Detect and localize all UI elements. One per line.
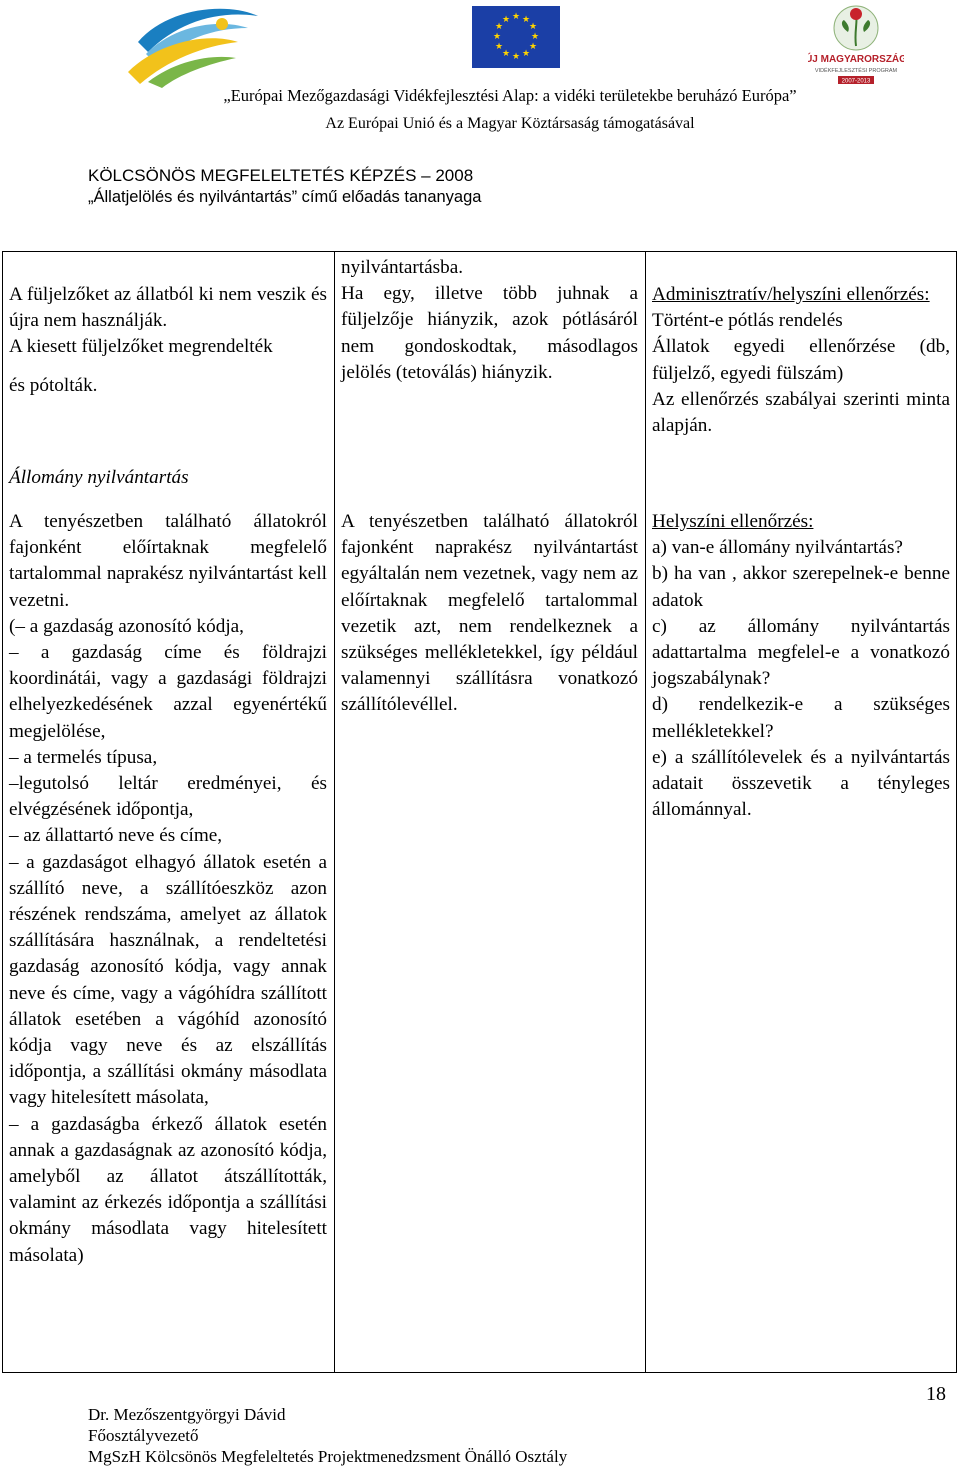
check-heading: Helyszíni ellenőrzés: <box>652 511 814 532</box>
check-item: Az ellenőrzés szabályai szerinti minta alapján. <box>652 388 950 437</box>
header-program-line: „Európai Mezőgazdasági Vidékfejlesztési Alap: a vidéki területekbe beruházó Európa” <box>223 86 797 105</box>
svg-text:★: ★ <box>528 22 538 32</box>
svg-text:★: ★ <box>521 15 531 25</box>
row1-requirement-cell <box>9 282 327 491</box>
check-item: b) ha van , akkor szerepelnek-e benne adatok <box>652 563 950 611</box>
check-item: a) van-e állomány nyilvántartás? <box>652 537 903 559</box>
svg-text:2007-2013: 2007-2013 <box>841 78 871 85</box>
svg-text:★: ★ <box>501 15 511 25</box>
svg-text:★: ★ <box>492 32 502 42</box>
requirement-item: – a gazdaság címe és földrajzi koordinátái, vagy a gazdasági földrajzi elhelyezkedésének azzal egyenértékű megjelölése, <box>9 642 327 742</box>
footer-author: Dr. Mezőszentgyörgyi Dávid <box>88 1405 286 1424</box>
requirement-text: A kiesett füljelzőket megrendelték <box>9 336 273 358</box>
column-divider <box>334 252 335 1372</box>
uj-magyarorszag-logo <box>808 2 904 86</box>
svg-text:ÚJ MAGYARORSZÁG: ÚJ MAGYARORSZÁG <box>808 54 904 65</box>
row2-noncompliance-cell <box>341 509 638 719</box>
requirement-item: –legutolsó leltár eredményei, és elvégzésének időpontja, <box>9 773 327 821</box>
svg-text:VIDÉKFEJLESZTÉSI PROGRAM: VIDÉKFEJLESZTÉSI PROGRAM <box>814 68 898 74</box>
check-item: e) a szállítólevelek és a nyilvántartás adatait összevetik a tényleges állománnyal. <box>652 746 950 821</box>
document-title: KÖLCSÖNÖS MEGFELELTETÉS KÉPZÉS – 2008 <box>88 166 474 185</box>
footer-position: Főosztályvezető <box>88 1426 199 1445</box>
page-number: 18 <box>926 1383 946 1405</box>
noncompliance-text: A tenyészetben található állatokról fajonként naprakész nyilvántartást egyáltalán nem vezetnek, vagy nem az előírtaknak megfelelő tartalommal vezetik azt, nem rendelkeznek a szükséges mellékletekkel, így például valamennyi szállításra vonatkozó szállítólevéllel. <box>341 511 638 716</box>
header-support-line: Az Európai Unió és a Magyar Köztársaság támogatásával <box>325 115 695 132</box>
eu-flag-icon <box>472 6 560 68</box>
check-heading: Adminisztratív/helyszíni ellenőrzés: <box>652 284 930 305</box>
check-item: c) az állomány nyilvántartás adattartalma megfelel-e a vonatkozó jogszabálynak? <box>652 615 950 690</box>
requirement-text: és pótolták. <box>9 374 98 396</box>
column-divider <box>645 252 646 1372</box>
svg-text:★: ★ <box>494 42 504 52</box>
document-subtitle: „Állatjelölés és nyilvántartás” című előadás tananyaga <box>88 188 482 206</box>
noncompliance-text: Ha egy, illetve több juhnak a füljelzője hiányzik, azok pótlásáról nem gondoskodtak, másodlagos jelölés (tetoválás) hiányzik. <box>341 283 638 383</box>
section-heading: Állomány nyilvántartás <box>9 466 189 488</box>
requirement-text: A füljelzőket az állatból ki nem veszik és újra nem használják. <box>9 284 327 332</box>
row2-requirement-cell <box>9 509 327 1269</box>
footer-department: MgSzH Kölcsönös Megfeleltetés Projektmenedzsment Önálló Osztály <box>88 1447 568 1466</box>
requirement-item: – az állattartó neve és címe, <box>9 825 223 847</box>
row1-noncompliance-cell <box>341 255 638 386</box>
check-item: d) rendelkezik-e a szükséges mellékletekkel? <box>652 694 950 742</box>
requirement-text: A tenyészetben található állatokról fajonként előírtaknak megfelelő tartalommal naprakész nyilvántartást kell vezetni. <box>9 511 327 611</box>
svg-text:★: ★ <box>528 42 538 52</box>
row1-check-cell <box>652 282 950 439</box>
svg-text:★: ★ <box>511 12 521 22</box>
noncompliance-text: nyilvántartásba. <box>341 257 464 278</box>
requirement-item: (– a gazdaság azonosító kódja, <box>9 615 244 637</box>
check-item: Történt-e pótlás rendelés <box>652 310 843 332</box>
svg-text:★: ★ <box>494 22 504 32</box>
swirl-logo <box>118 2 268 90</box>
svg-text:★: ★ <box>530 32 540 42</box>
row2-check-cell <box>652 509 950 823</box>
svg-text:★: ★ <box>521 49 531 59</box>
requirement-item: – a gazdaságba érkező állatok esetén annak a gazdaságnak az azonosító kódja, amelyből az állatot átszállították, valamint az érkezés időpontja a szállítási okmány másodlata vagy hitelesített másolata) <box>9 1113 327 1266</box>
svg-text:★: ★ <box>511 52 521 62</box>
requirement-item: – a termelés típusa, <box>9 746 158 768</box>
requirements-table <box>2 251 957 1373</box>
svg-text:★: ★ <box>501 49 511 59</box>
requirement-item: – a gazdaságot elhagyó állatok esetén a szállító neve, a szállítóeszköz azon részének rendszáma, amelyet az állatok szállítására használnak, a rendeltetési gazdaság azonosító kódja, vagy annak neve és címe, vagy a vágóhídra szállított állatok esetében a vágóhíd azonosító kódja vagy neve és az elszállítás időpontja, a szállítási okmány másodlata vagy hitelesített másolata, <box>9 851 327 1109</box>
check-item: Állatok egyedi ellenőrzése (db, füljelző, egyedi fülszám) <box>652 336 950 384</box>
